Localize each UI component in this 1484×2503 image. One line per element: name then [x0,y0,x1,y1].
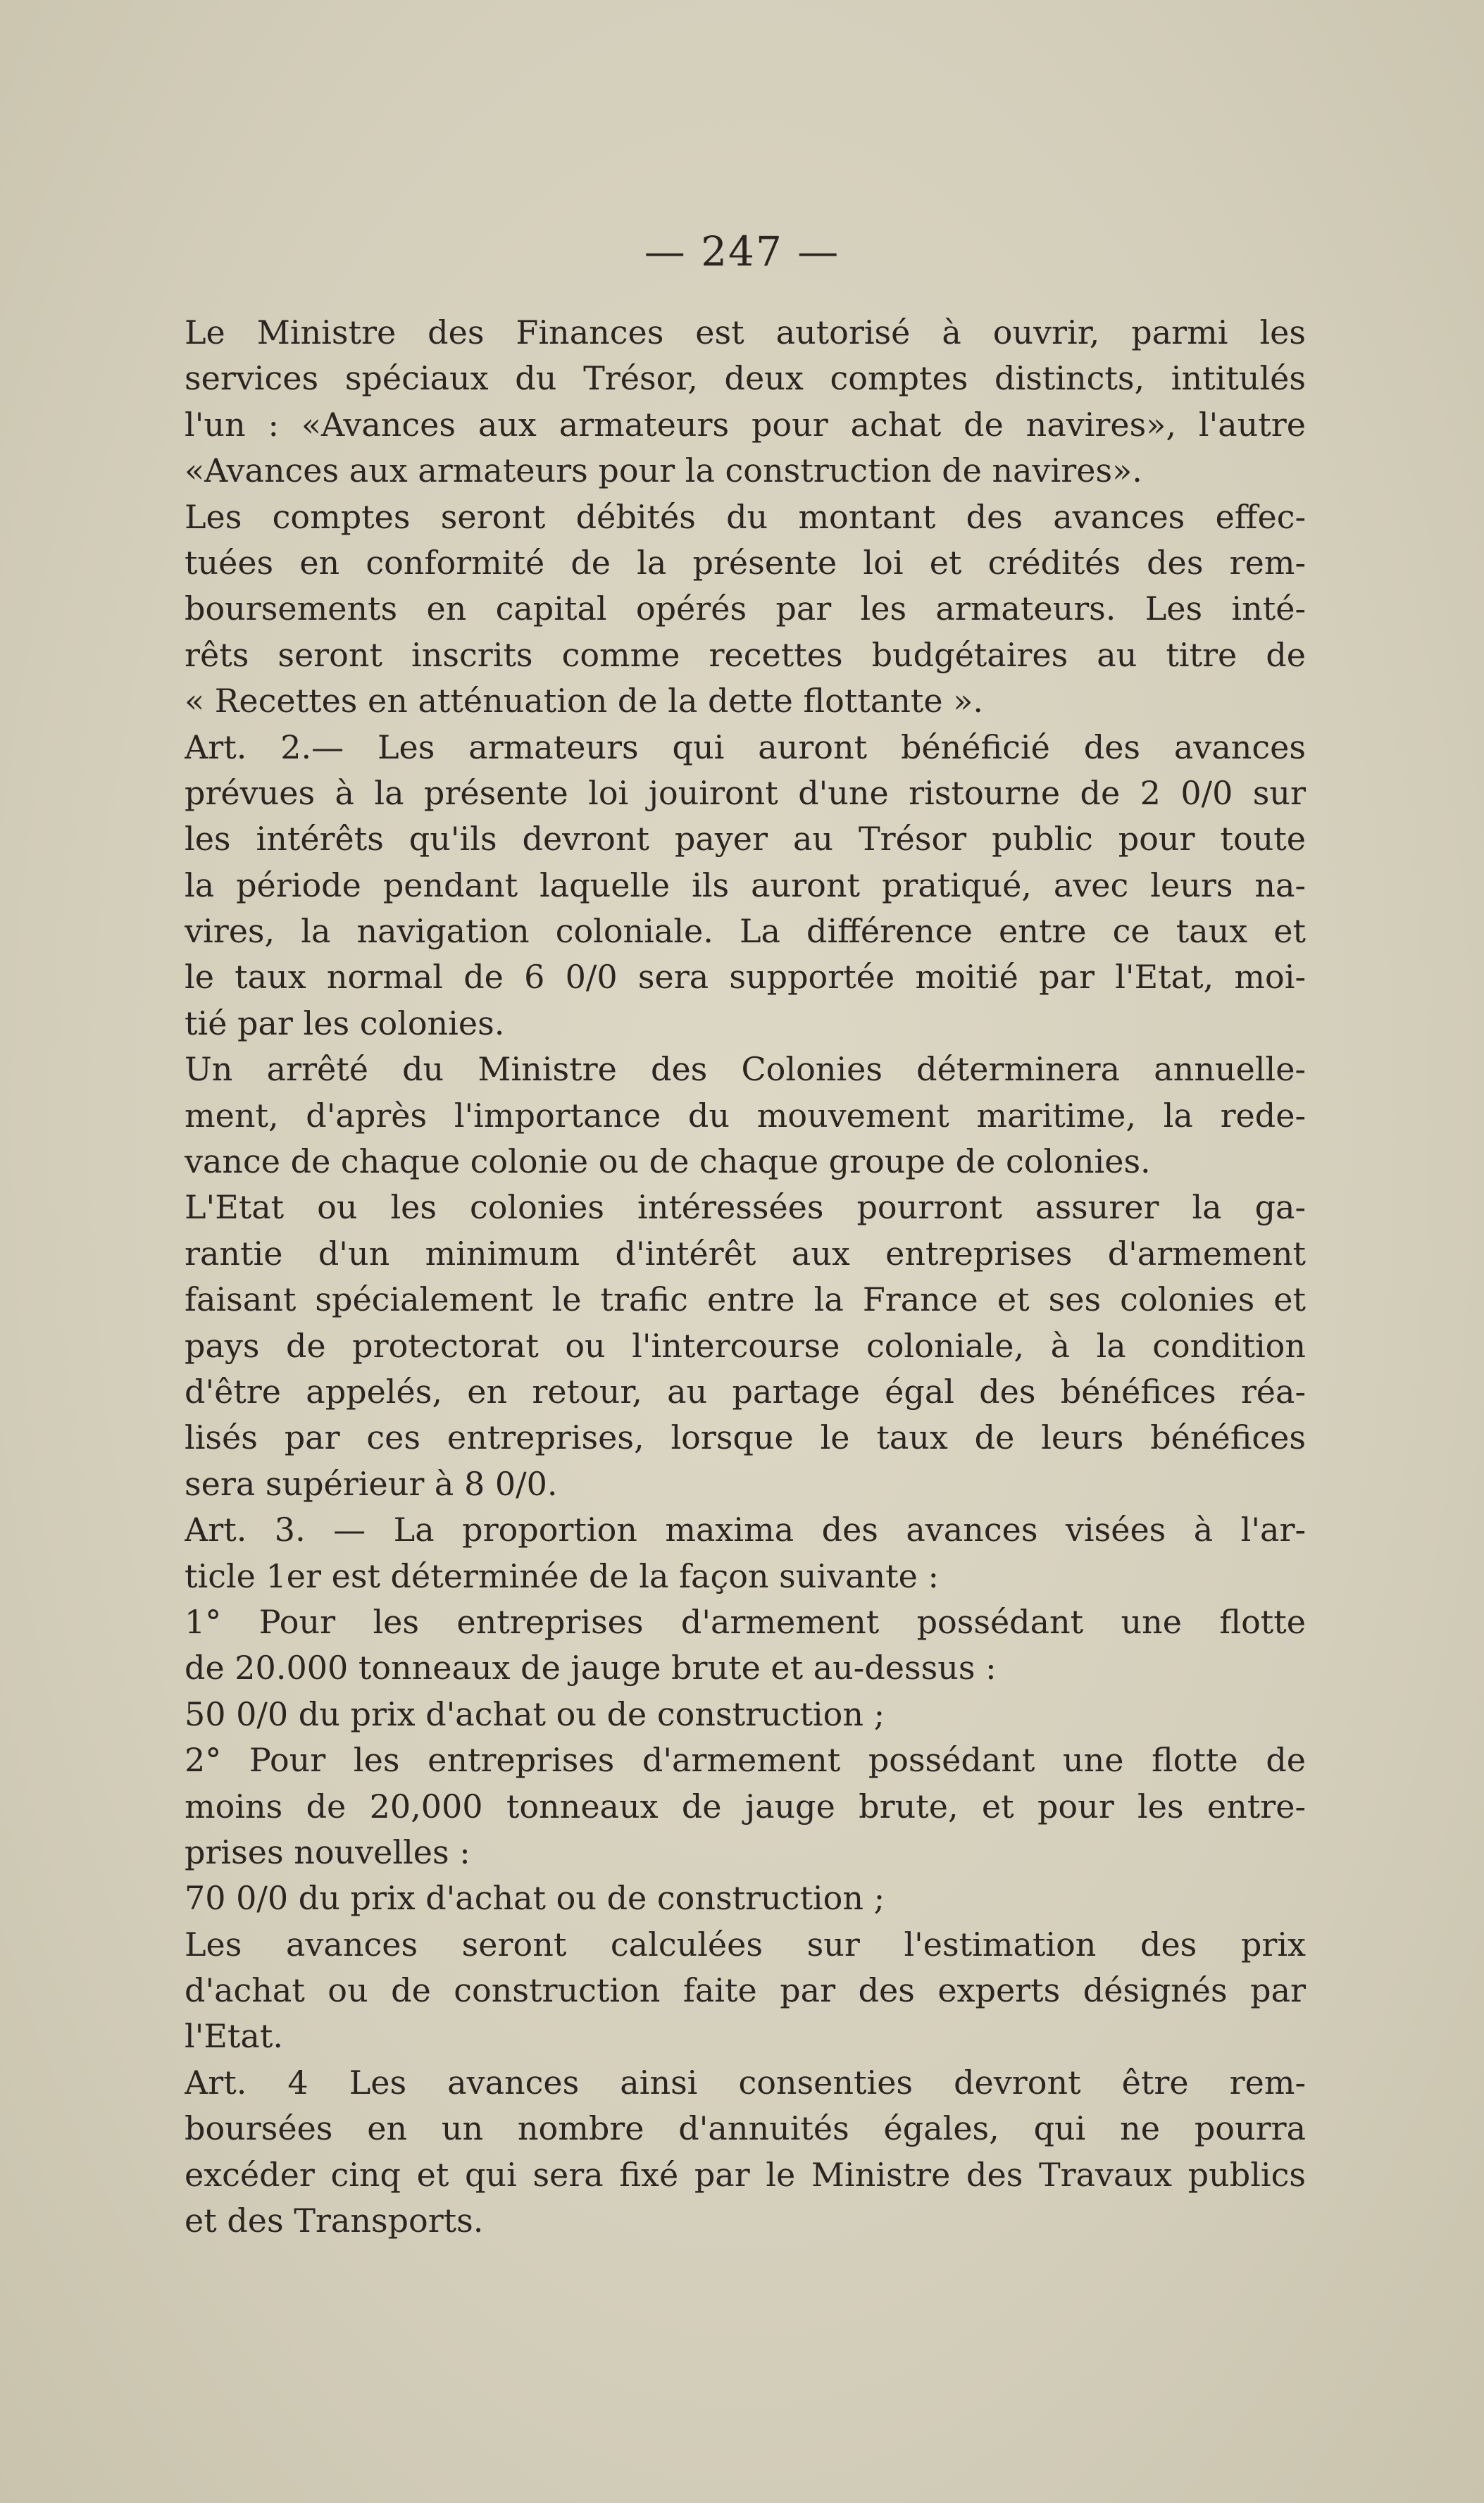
text-line: de 20.000 tonneaux de jauge brute et au-dessus : [185,1649,997,1687]
text-line: l'Etat. [185,2017,283,2056]
text-line: services spéciaux du Trésor, deux comptes distincts, intitulés [185,359,1306,398]
text-line: les intérêts qu'ils devront payer au Trésor public pour toute [185,820,1306,859]
text-line: lisés par ces entreprises, lorsque le taux de leurs bénéfices [185,1418,1306,1457]
text-line: 50 0/0 du prix d'achat ou de construction ; [185,1694,885,1733]
text-line: vires, la navigation coloniale. La différence entre ce taux et [185,912,1306,951]
text-line: d'être appelés, en retour, au partage égal des bénéfices réa- [185,1372,1306,1411]
text-line: rêts seront inscrits comme recettes budgétaires au titre de [185,635,1306,674]
text-line: la période pendant laquelle ils auront pratiqué, avec leurs na- [185,866,1306,904]
text-line: Art. 4 Les avances ainsi consenties devront être rem- [185,2063,1306,2102]
text-line: tié par les colonies. [185,1004,505,1042]
text-line: 70 0/0 du prix d'achat ou de construction ; [185,1879,885,1918]
text-line: ment, d'après l'importance du mouvement maritime, la rede- [185,1096,1306,1135]
body-text [185,310,1306,2244]
text-line: tuées en conformité de la présente loi et crédités des rem- [185,543,1306,582]
text-line: Art. 3. — La proportion maxima des avances visées à l'ar- [185,1511,1306,1549]
text-line: prévues à la présente loi jouiront d'une ristourne de 2 0/0 sur [185,773,1306,812]
text-line: pays de protectorat ou l'intercourse coloniale, à la condition [185,1326,1306,1365]
text-line: 2° Pour les entreprises d'armement possédant une flotte de [185,1741,1306,1780]
text-line: Le Ministre des Finances est autorisé à ouvrir, parmi les [185,313,1306,351]
text-line: le taux normal de 6 0/0 sera supportée moitié par l'Etat, moi- [185,958,1306,997]
text-line: 1° Pour les entreprises d'armement possédant une flotte [185,1602,1306,1641]
text-line: l'un : «Avances aux armateurs pour achat de navires», l'autre [185,405,1306,444]
text-line: prises nouvelles : [185,1833,470,1871]
text-line: boursées en un nombre d'annuités égales, qui ne pourra [185,2109,1306,2148]
text-line: vance de chaque colonie ou de chaque groupe de colonies. [185,1142,1151,1181]
text-line: faisant spécialement le trafic entre la France et ses colonies et [185,1280,1306,1319]
text-line: moins de 20,000 tonneaux de jauge brute, et pour les entre- [185,1787,1306,1825]
text-line: « Recettes en atténuation de la dette flottante ». [185,682,983,720]
text-line: ticle 1er est déterminée de la façon suivante : [185,1556,939,1595]
text-line: Les comptes seront débités du montant des avances effec- [185,497,1306,536]
text-line: Les avances seront calculées sur l'estimation des prix [185,1925,1306,1964]
text-line: Un arrêté du Ministre des Colonies déterminera annuelle- [185,1050,1306,1089]
text-line: excéder cinq et qui sera fixé par le Ministre des Travaux publics [185,2155,1306,2194]
text-line: rantie d'un minimum d'intérêt aux entreprises d'armement [185,1234,1306,1273]
text-line: boursements en capital opérés par les armateurs. Les inté- [185,589,1306,628]
text-line: sera supérieur à 8 0/0. [185,1464,558,1503]
text-line: et des Transports. [185,2202,484,2240]
text-line: d'achat ou de construction faite par des experts désignés par [185,1971,1306,2010]
text-line: Art. 2.— Les armateurs qui auront bénéficié des avances [185,728,1306,766]
text-line: «Avances aux armateurs pour la construction de navires». [185,451,1142,490]
text-line: L'Etat ou les colonies intéressées pourront assurer la ga- [185,1188,1306,1227]
page-number: — 247 — [644,227,840,275]
